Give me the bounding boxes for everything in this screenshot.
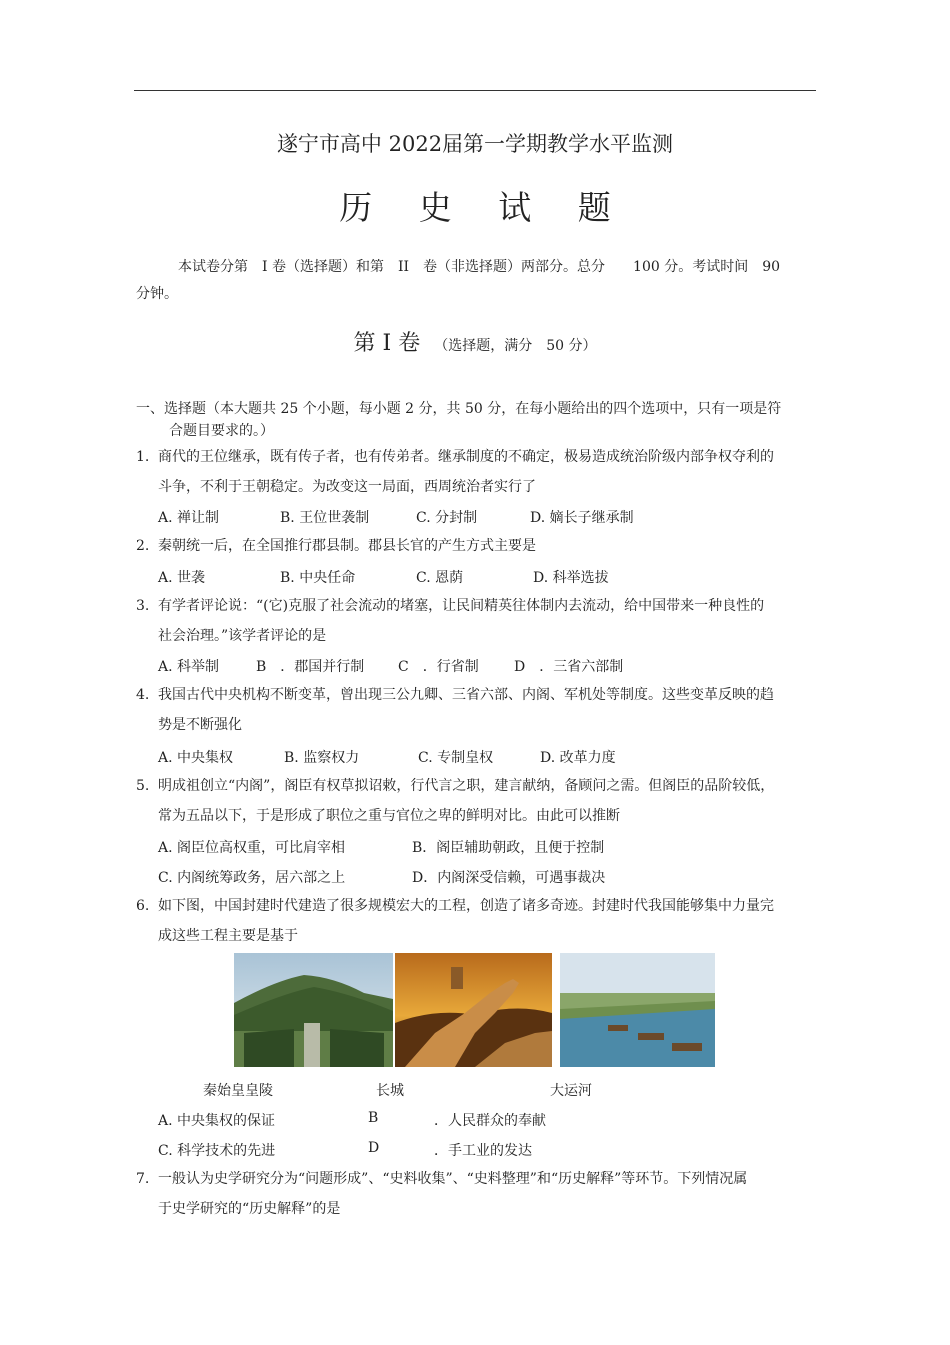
question-stem-cont: 常为五品以下，于是形成了职位之重与官位之卑的鲜明对比。由此可以推断 [158,808,620,824]
option-a[interactable]: A. 禅让制 [158,510,220,526]
part-heading [0,326,950,357]
option-c[interactable]: C. 恩荫 [416,570,464,586]
question-number: 3. [136,598,150,614]
option-d[interactable]: D. 科举选拔 [533,570,609,586]
question-number: 1. [136,449,150,465]
question-stem: 秦朝统一后，在全国推行郡县制。郡县长官的产生方式主要是 [158,538,536,554]
part-note: （选择题，满分 50 分） [434,338,597,354]
option-d-text[interactable]: ．手工业的发达 [434,1143,532,1159]
option-c[interactable]: C. 分封制 [416,510,478,526]
option-b[interactable]: B. 监察权力 [284,750,360,766]
intro-paragraph [136,254,818,308]
question-stem-cont: 社会治理。”该学者评论的是 [158,628,327,644]
option-d[interactable]: D. 改革力度 [540,750,616,766]
question-stem-cont: 势是不断强化 [158,717,242,733]
great-wall-photo [395,953,552,1067]
intro-line-2: 分钟。 [136,286,178,302]
exam-title: 历 史 试 题 [339,188,629,227]
question-6 [136,891,818,951]
caption-grand-canal: 大运河 [550,1083,592,1099]
option-b[interactable]: B. 中央任命 [280,570,356,586]
question-stem-cont: 于史学研究的“历史解释”的是 [158,1201,341,1217]
option-d[interactable]: D. 嫡长子继承制 [530,510,634,526]
section-line-1: 一、选择题（本大题共 25 个小题，每小题 2 分，共 50 分，在每小题给出的四个选项中，只有一项是符 [136,401,782,417]
section-line-2: 合题目要求的。） [169,423,274,439]
option-b[interactable]: B. 王位世袭制 [280,510,370,526]
top-rule [134,90,816,91]
option-d[interactable]: D ．三省六部制 [514,659,624,675]
option-a[interactable]: A. 科举制 [158,659,220,675]
question-number: 5. [136,778,150,794]
question-5 [136,771,818,831]
question-4 [136,680,818,740]
grand-canal-photo [560,953,715,1067]
question-stem: 如下图，中国封建时代建造了很多规模宏大的工程，创造了诸多奇迹。封建时代我国能够集中力量完 [158,898,774,914]
caption-mausoleum: 秦始皇皇陵 [203,1083,273,1099]
option-c[interactable]: C ．行省制 [398,659,479,675]
option-a[interactable]: A. 阁臣位高权重，可比肩宰相 [158,840,346,856]
option-b-text[interactable]: ．人民群众的奉献 [434,1113,546,1129]
option-c[interactable]: C. 科学技术的先进 [158,1143,276,1159]
option-d[interactable]: D．内阁深受信赖，可遇事裁决 [412,870,606,886]
question-3 [136,591,818,651]
question-number: 4. [136,687,150,703]
option-a[interactable]: A. 中央集权 [158,750,234,766]
section-heading [136,398,818,442]
intro-line-1: 本试卷分第 I 卷（选择题）和第 II 卷（非选择题）两部分。总分 100 分。考试时间 90 [178,259,781,275]
question-stem: 明成祖创立“内阁”，阁臣有权草拟诏敕，行代言之职，建言献纳，备顾问之需。但阁臣的品阶较低， [158,778,775,794]
option-a[interactable]: A. 中央集权的保证 [158,1113,276,1129]
question-number: 6. [136,898,150,914]
question-1 [136,442,818,502]
option-b-letter[interactable]: B [368,1110,379,1126]
question-stem: 商代的王位继承，既有传子者，也有传弟者。继承制度的不确定，极易造成统治阶级内部争权夺利的 [158,449,774,465]
option-d-letter[interactable]: D [368,1140,380,1156]
question-stem-cont: 斗争，不利于王朝稳定。为改变这一局面，西周统治者实行了 [158,479,536,495]
question-number: 2. [136,538,150,554]
part-title: 第 I 卷 [353,331,421,356]
question-7 [136,1164,818,1224]
option-b[interactable]: B ．郡国并行制 [256,659,365,675]
question-stem: 我国古代中央机构不断变革，曾出现三公九卿、三省六部、内阁、军机处等制度。这些变革反映的趋 [158,687,774,703]
option-a[interactable]: A. 世袭 [158,570,206,586]
option-c[interactable]: C. 内阁统筹政务，居六部之上 [158,870,346,886]
question-stem-cont: 成这些工程主要是基于 [158,928,298,944]
caption-great-wall: 长城 [376,1083,404,1099]
exam-subtitle: 遂宁市高中 2022届第一学期教学水平监测 [276,132,674,156]
option-b[interactable]: B．阁臣辅助朝政，且便于控制 [412,840,605,856]
question-stem: 有学者评论说：“(它)克服了社会流动的堵塞，让民间精英往体制内去流动，给中国带来一种良性的 [158,598,765,614]
question-stem: 一般认为史学研究分为“问题形成”、“史料收集”、“史料整理”和“历史解释”等环节。下列情况属 [158,1171,748,1187]
qin-mausoleum-photo [234,953,393,1067]
question-2 [136,531,818,561]
option-c[interactable]: C. 专制皇权 [418,750,494,766]
question-number: 7. [136,1171,150,1187]
